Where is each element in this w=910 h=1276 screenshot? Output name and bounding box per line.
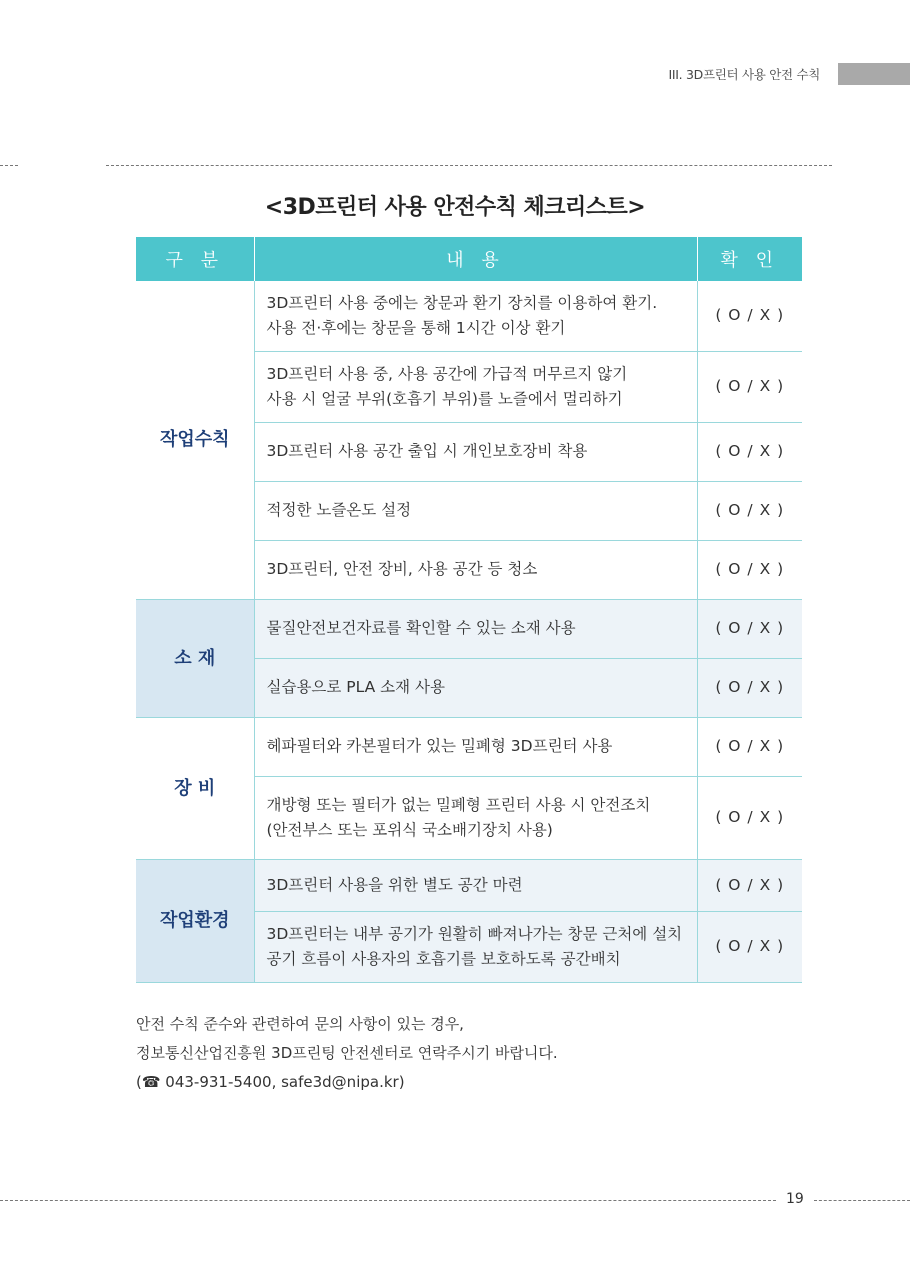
category-cell: 작업수칙 [136,281,254,599]
item-content-line: 사용 시 얼굴 부위(호흡기 부위)를 노즐에서 멀리하기 [266,389,623,408]
header-content: 내 용 [254,237,697,281]
contact-line-2: 정보통신산업진흥원 3D프린팅 안전센터로 연락주시기 바랍니다. [136,1044,558,1062]
table-header-row [136,237,802,281]
check-cell[interactable]: ( O / X ) [697,281,802,351]
item-content-cell [254,717,697,776]
section-header-bar [838,63,910,85]
page-number: 19 [786,1191,804,1207]
item-content-line: 사용 전·후에는 창문을 통해 1시간 이상 환기 [266,318,566,337]
item-content-cell [254,481,697,540]
top-divider [106,165,832,166]
item-content-line: 적정한 노즐온도 설정 [266,501,412,519]
header-check: 확 인 [697,237,802,281]
item-content-line: 3D프린터, 안전 장비, 사용 공간 등 청소 [266,560,538,578]
checklist-table [136,237,802,983]
item-content-line: 3D프린터 사용 중, 사용 공간에 가급적 머무르지 않기 [266,364,628,383]
header-category: 구 분 [136,237,254,281]
table-row [136,859,802,911]
item-content-cell [254,776,697,859]
check-cell[interactable]: ( O / X ) [697,717,802,776]
section-header: III. 3D프린터 사용 안전 수칙 [668,67,820,82]
item-content-cell [254,859,697,911]
table-row [136,281,802,351]
item-content-line: 물질안전보건자료를 확인할 수 있는 소재 사용 [266,619,576,637]
category-cell: 작업환경 [136,859,254,982]
item-content-line: 3D프린터 사용 공간 출입 시 개인보호장비 착용 [266,442,588,460]
item-content-line: 3D프린터 사용을 위한 별도 공간 마련 [266,875,523,894]
contact-line-3: (☎ 043-931-5400, safe3d@nipa.kr) [136,1073,405,1091]
bottom-divider-right [814,1200,910,1201]
item-content-line: 3D프린터는 내부 공기가 원활히 빠져나가는 창문 근처에 설치 [266,924,683,943]
bottom-divider-left [0,1200,776,1201]
item-content-cell [254,351,697,422]
check-cell[interactable]: ( O / X ) [697,599,802,658]
top-divider-left [0,165,18,166]
check-cell[interactable]: ( O / X ) [697,658,802,717]
item-content-cell [254,540,697,599]
check-cell[interactable]: ( O / X ) [697,540,802,599]
item-content-cell [254,281,697,351]
item-content-cell [254,658,697,717]
check-cell[interactable]: ( O / X ) [697,911,802,982]
category-cell: 소 재 [136,599,254,717]
contact-note [136,1010,558,1097]
item-content-line: 헤파필터와 카본필터가 있는 밀폐형 3D프린터 사용 [266,737,613,755]
item-content-cell [254,422,697,481]
category-cell: 장 비 [136,717,254,859]
item-content-cell [254,599,697,658]
check-cell[interactable]: ( O / X ) [697,859,802,911]
item-content-cell [254,911,697,982]
table-row [136,717,802,776]
item-content-line: 3D프린터 사용 중에는 창문과 환기 장치를 이용하여 환기. [266,293,658,312]
check-cell[interactable]: ( O / X ) [697,422,802,481]
check-cell[interactable]: ( O / X ) [697,351,802,422]
item-content-line: (안전부스 또는 포위식 국소배기장치 사용) [266,820,553,839]
contact-line-1: 안전 수칙 준수와 관련하여 문의 사항이 있는 경우, [136,1015,464,1033]
table-row [136,599,802,658]
page-title: <3D프린터 사용 안전수칙 체크리스트> [264,195,646,220]
item-content-line: 개방형 또는 필터가 없는 밀폐형 프린터 사용 시 안전조치 [266,795,651,814]
check-cell[interactable]: ( O / X ) [697,481,802,540]
item-content-line: 공기 흐름이 사용자의 호흡기를 보호하도록 공간배치 [266,949,621,968]
item-content-line: 실습용으로 PLA 소재 사용 [266,678,445,696]
check-cell[interactable]: ( O / X ) [697,776,802,859]
